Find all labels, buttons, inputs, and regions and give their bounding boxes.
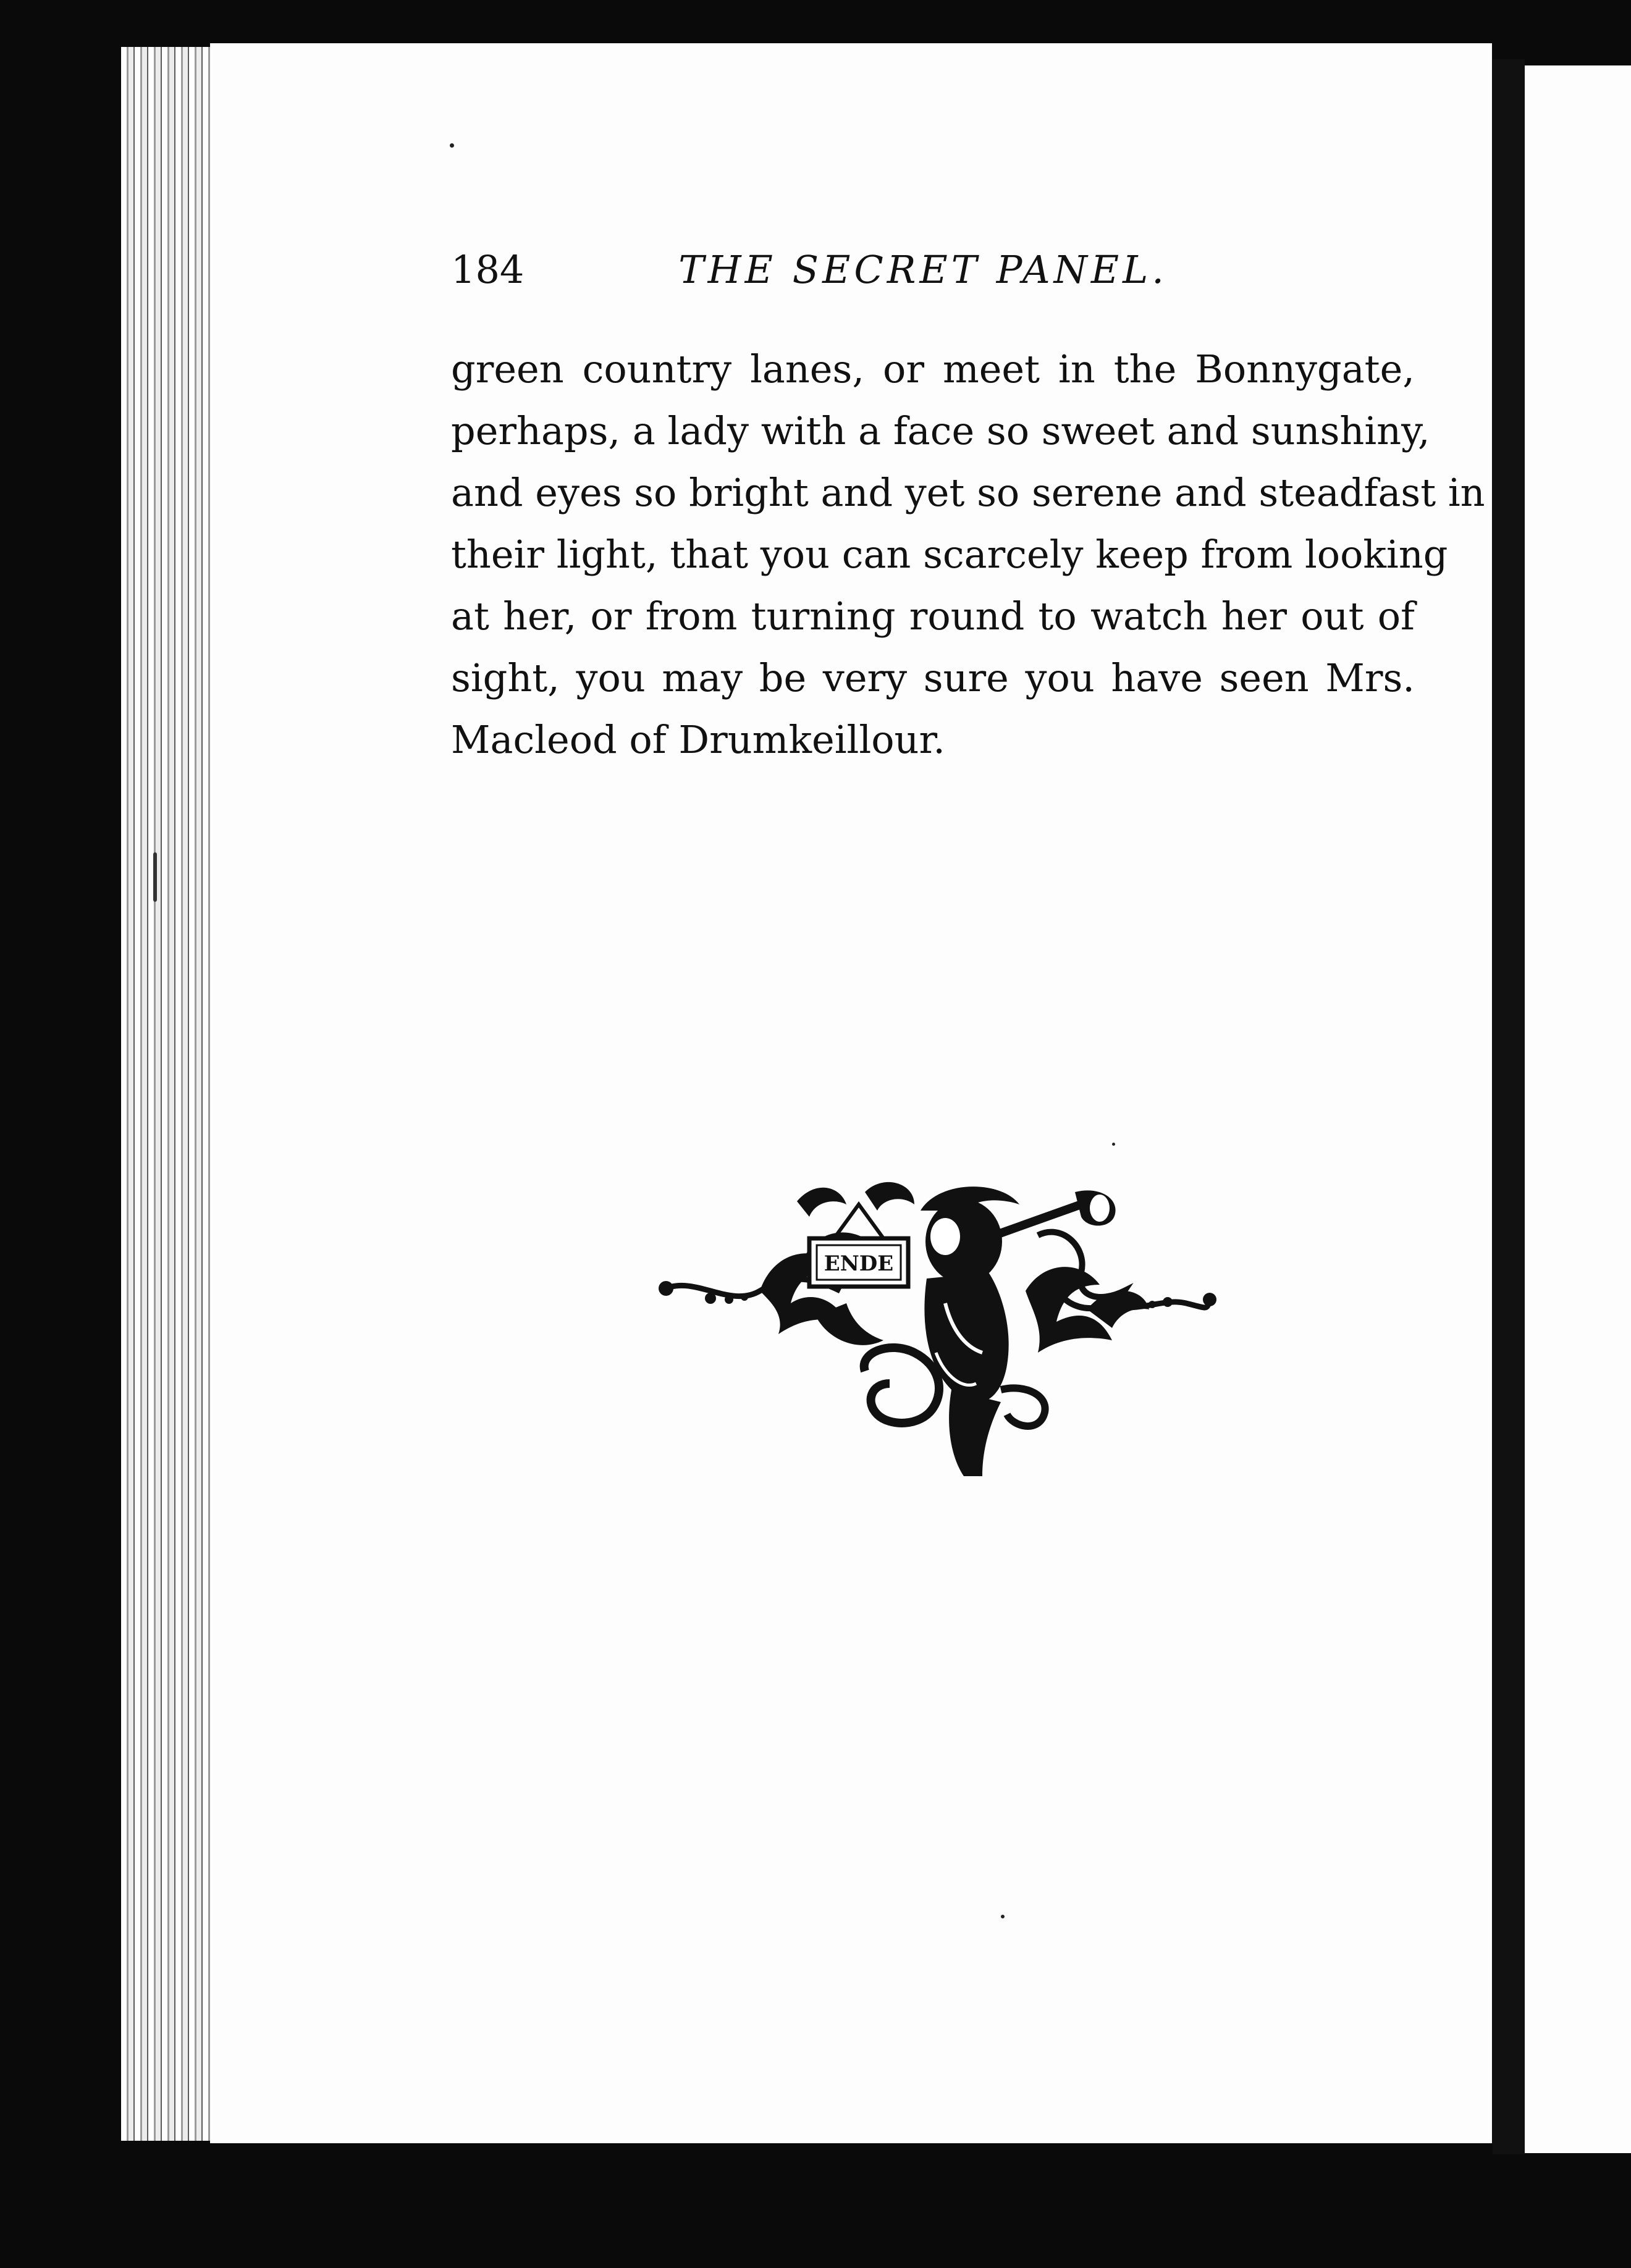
text-line: and eyes so bright and yet so serene and steadfast in <box>451 470 1485 515</box>
running-title: THE SECRET PANEL. <box>678 247 1168 292</box>
text-line: at her, or from turning round to watch her out of <box>451 594 1415 639</box>
ornament-label: ENDE <box>824 1251 894 1276</box>
text-line: perhaps, a lady with a face so sweet and sunshiny, <box>451 408 1430 453</box>
cherub-trumpeter-vignette-icon <box>655 1167 1217 1489</box>
paper-speck <box>450 143 454 148</box>
page-number: 184 <box>451 247 525 292</box>
paper-speck <box>1001 1915 1005 1918</box>
running-head <box>451 241 1168 296</box>
book-page-edges <box>121 47 214 2141</box>
paper-speck <box>1112 1143 1115 1146</box>
text-line: green country lanes, or meet in the Bonnygate, <box>451 346 1415 392</box>
body-paragraph <box>451 338 1485 771</box>
text-line: their light, that you can scarcely keep from looking <box>451 532 1448 577</box>
gutter-shadow <box>1493 59 1525 2154</box>
page-mark <box>153 852 157 902</box>
facing-page-edge <box>1525 65 1631 2153</box>
text-line: sight, you may be very sure you have seen Mrs. <box>451 655 1415 700</box>
text-line: Macleod of Drumkeillour. <box>451 717 946 762</box>
